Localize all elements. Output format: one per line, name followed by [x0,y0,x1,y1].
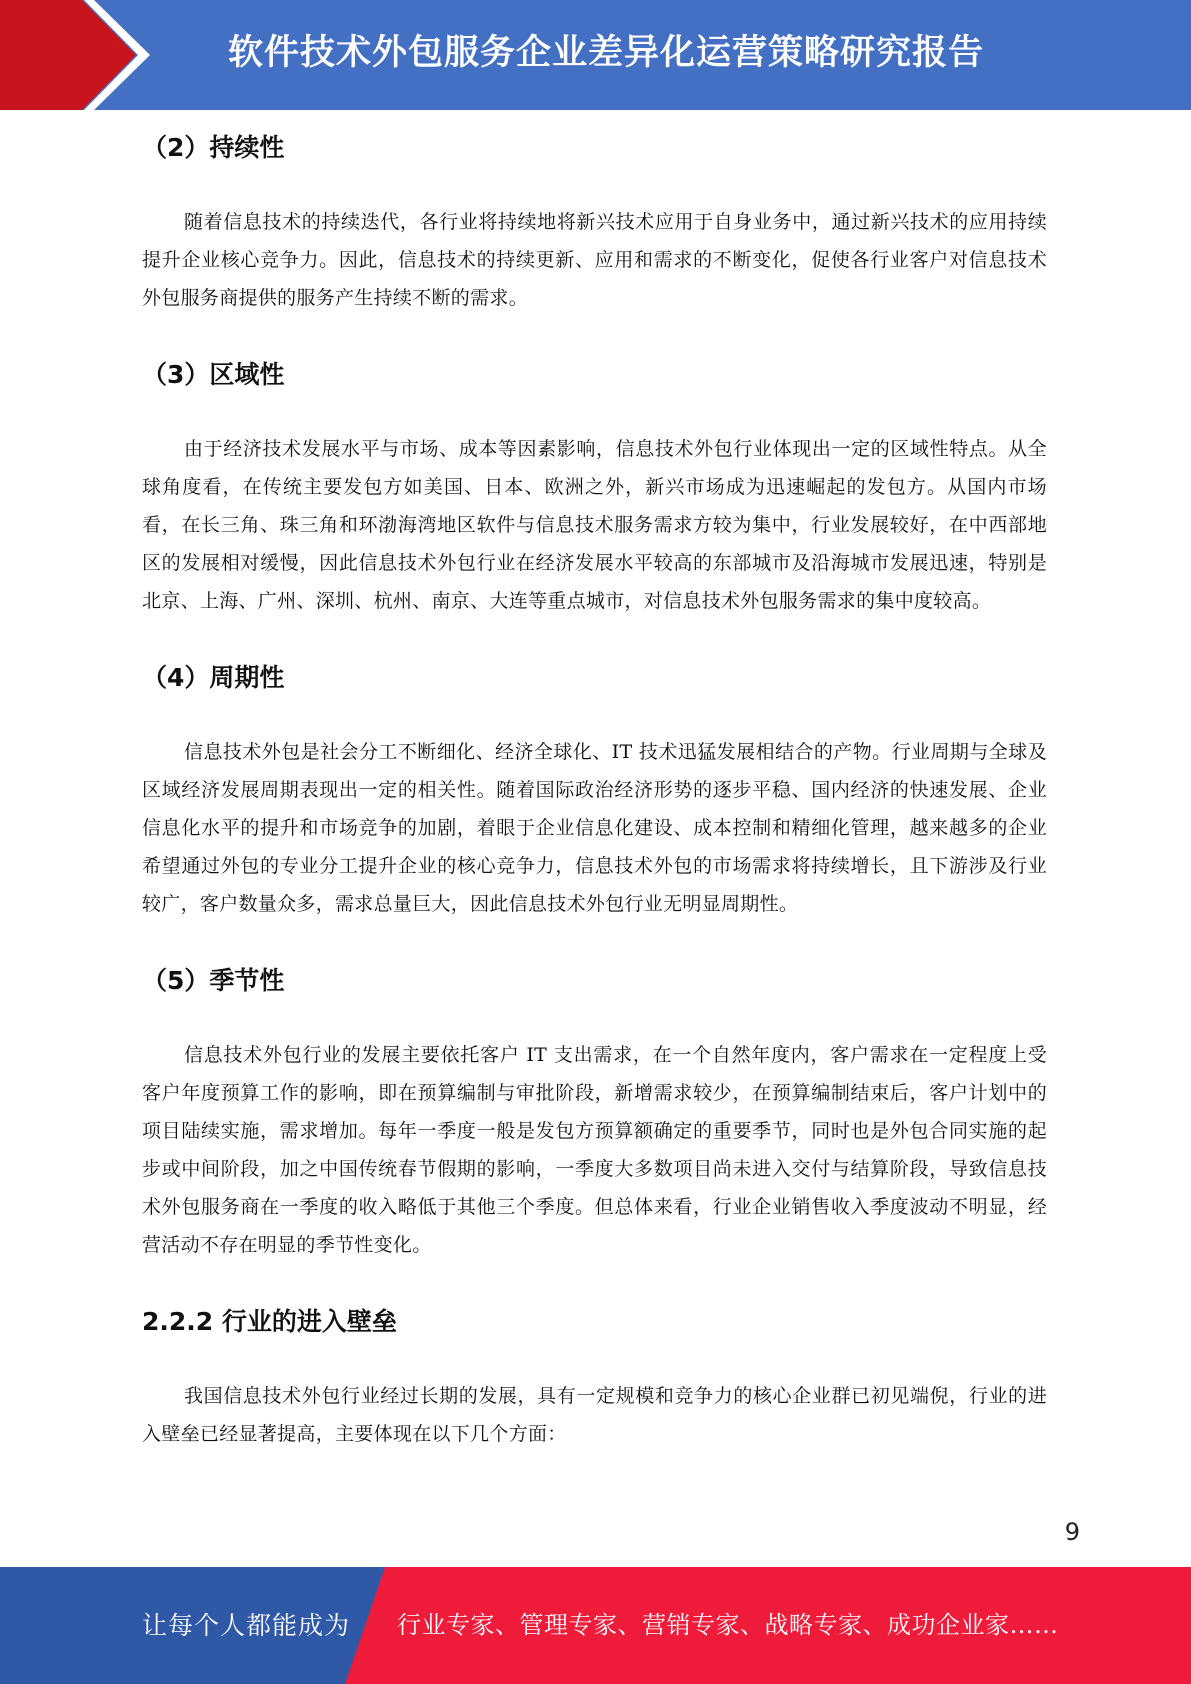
section-heading-continuity: （2）持续性 [142,133,285,162]
section-heading-cyclical: （4）周期性 [142,663,285,692]
footer-slogan-left: 让每个人都能成为 [142,1611,351,1640]
section-paragraph-cyclical: 信息技术外包是社会分工不断细化、经济全球化、IT 技术迅猛发展相结合的产物。行业周期与全球及区域经济发展周期表现出一定的相关性。随着国际政治经济形势的逐步平稳、国内经济的快速发展、企业信息化水平的提升和市场竞争的加剧，着眼于企业信息化建设、成本控制和精细化管理，越来越多的企业希望通过外包的专业分工提升企业的核心竞争力，信息技术外包的市场需求将持续增长，且下游涉及行业较广，客户数量众多，需求总量巨大，因此信息技术外包行业无明显周期性。 [142,741,1047,915]
page-header [0,0,1191,110]
page-number: 9 [1064,1518,1080,1546]
section-paragraph-regional: 由于经济技术发展水平与市场、成本等因素影响，信息技术外包行业体现出一定的区域性特点。从全球角度看，在传统主要发包方如美国、日本、欧洲之外，新兴市场成为迅速崛起的发包方。从国内市场看，在长三角、珠三角和环渤海湾地区软件与信息技术服务需求方较为集中，行业发展较好，在中西部地区的发展相对缓慢，因此信息技术外包行业在经济发展水平较高的东部城市及沿海城市发展迅速，特别是北京、上海、广州、深圳、杭州、南京、大连等重点城市，对信息技术外包服务需求的集中度较高。 [142,438,1047,612]
section-heading-regional: （3）区域性 [142,360,285,389]
footer-slogan-right: 行业专家、管理专家、营销专家、战略专家、成功企业家…… [397,1611,1059,1639]
section-heading-seasonal: （5）季节性 [142,966,285,995]
report-title: 软件技术外包服务企业差异化运营策略研究报告 [228,33,985,73]
section-paragraph-seasonal: 信息技术外包行业的发展主要依托客户 IT 支出需求，在一个自然年度内，客户需求在一定程度上受客户年度预算工作的影响，即在预算编制与审批阶段，新增需求较少，在预算编制结束后，客户计划中的项目陆续实施，需求增加。每年一季度一般是发包方预算额确定的重要季节，同时也是外包合同实施的起步或中间阶段，加之中国传统春节假期的影响，一季度大多数项目尚未进入交付与结算阶段，导致信息技术外包服务商在一季度的收入略低于其他三个季度。但总体来看，行业企业销售收入季度波动不明显，经营活动不存在明显的季节性变化。 [142,1044,1047,1256]
section-paragraph-continuity: 随着信息技术的持续迭代，各行业将持续地将新兴技术应用于自身业务中，通过新兴技术的应用持续提升企业核心竞争力。因此，信息技术的持续更新、应用和需求的不断变化，促使各行业客户对信息技术外包服务商提供的服务产生持续不断的需求。 [142,211,1047,309]
page-footer [0,1567,1191,1684]
section-paragraph-entry-barriers: 我国信息技术外包行业经过长期的发展，具有一定规模和竞争力的核心企业群已初见端倪，行业的进入壁垒已经显著提高，主要体现在以下几个方面： [142,1385,1047,1445]
section-heading-entry-barriers: 2.2.2 行业的进入壁垒 [142,1307,397,1336]
document-body [142,126,1047,1453]
